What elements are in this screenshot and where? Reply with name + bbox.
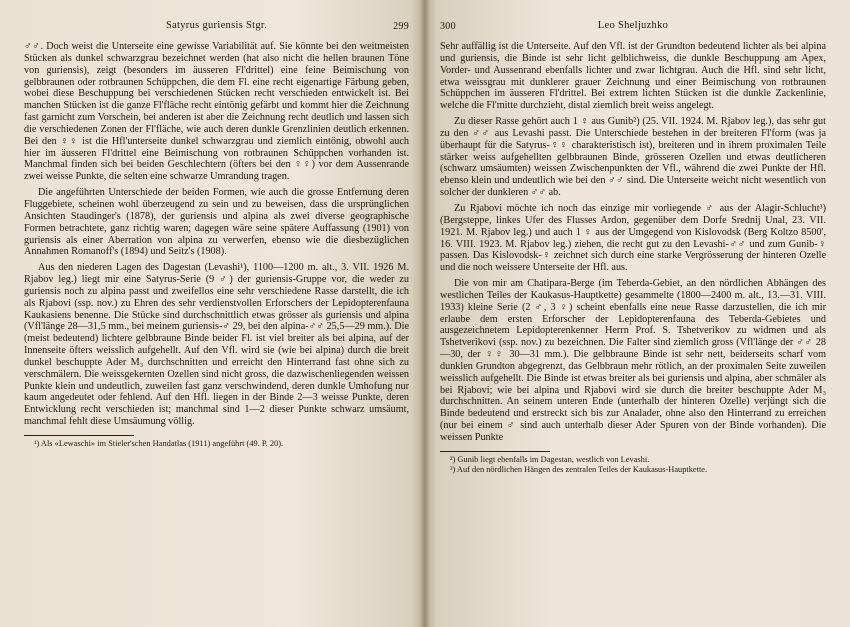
right-page-number: 300 [440, 21, 456, 32]
right-footnote-rule [440, 451, 550, 452]
right-footnote-2: ²) Gunib liegt ebenfalls im Dagestan, westlich von Levashi. [450, 454, 650, 464]
left-page [0, 0, 424, 627]
left-page-number: 299 [393, 21, 409, 32]
right-paragraph-2: Zu dieser Rasse gehört auch 1 ♀ aus Gunib²) (25. VII. 1924. M. Rjabov leg.), das sehr gut zu den ♂♂ aus Levashi passt. Die Unterschiede bestehen in der breiteren Fl'form (was ja überhaupt für die Satyrus-♀♀ charakteristisch ist), breiteren und in ihrem proximalen Teile stärker weiss aufgehellten gelbbraunen Binde, grösseren Ozellen und etwas deutlicheren (schwarz umsäumten) weissen Zwischenpunkten der Vfl., während die zwei Punkte der Hfl. ebenso klein und undeutlich wie bei den ♂♂ sind. Die Unterseite weicht nicht wesentlich von solcher der dunkleren ♂♂ ab. [440, 116, 826, 199]
right-paragraph-1: Sehr auffällig ist die Unterseite. Auf den Vfl. ist der Grundton bedeutend lichter als bei alpina und guriensis, die Binde ist sehr licht gelblichweiss, die dunkle Beschuppung am Apex, Vorder- und Aussenrand ebenfalls lichter und zwar lichtgrau. Auch die Hfl. sind sehr licht, etwa weissgrau mit dunklerer grauer Zeichnung und einer Beimischung von rotbraunen Schüppchen im äusseren Fl'drittel. Bei extrem lichten Stücken ist die dunkle Zackenlinie, welche die Fl'mitte durchzieht, distal ziemlich breit weiss angelegt. [440, 41, 826, 112]
right-running-title: Leo Sheljuzhko [597, 20, 669, 31]
left-paragraph-3: Aus den niederen Lagen des Dagestan (Levashi¹), 1100—1200 m. alt., 3. VII. 1926 M. Rjabov leg.) liegt mir eine Satyrus-Serie (9 ♂) der guriensis-Gruppe vor, die weder zu guriensis noch zu alpina passt und zweifellos eine sehr verschiedene Rasse darstellt, die ich als Rjabovi (ssp. nov.) zu Ehren des sehr verdienstvollen Erforschers der Lepidopterenfauna Kaukasiens benenne. Die Stücke sind durchschnittlich etwas grösser als guriensis und alpina (Vfl'länge 28—31,5 mm., bei meinem guriensis-♂ 29, bei den alpina-♂♂ 25,5—29 mm.). Die (meist bedeutend) lichtere gelbbraune Binde beider Fl. ist viel breiter als bei alpina, auf der Innenseite öfters weisslich aufgehellt. Auf den Vfl. wird sie (wie bei alpina) durch die breit dunkel beschuppte Ader M₃ durchschnitten und erreicht den Hinterrand fast ohne sich zu verschmälern. Die weissgekernten Ozellen sind nicht gross, die dazwischenliegenden weissen Punkte klein und undeutlich, zuweilen fast ganz verschwindend, deren dunkle Umhofung nur kaum angedeutet oder fehlend. Auf den Hfl. liegen in der Binde 2—3 weisse Punkte, deren Entwicklung recht verschieden ist; manchmal sind 1—2 dieser Punkte schwarz umsäumt, manchmal fehlt diese Umsäumung völlig. [24, 262, 409, 428]
left-paragraph-1: ♂♂. Doch weist die Unterseite eine gewisse Variabilität auf. Sie könnte bei den weitmeisten Stücken als dunkel schwarzgrau bezeichnet werden (hat also nicht die hellen braunen Töne von guriensis), zeigt (besonders im äusseren Fl'drittel) eine feine Beimischung von gelbbraunen oder rotbraunen Schüppchen, die dem Fl. eine recht eigenartige Färbung geben, wobei diese Beschuppung bei verschiedenen Stücken recht verschieden entwickelt ist. Bei manchen Stücken ist die ganze Fl'fläche recht eintönig gefärbt und kommt hier die Zeichnung fast garnicht zum Vorschein, bei anderen ist aber die Zeichnung recht deutlich und lassen sich die verschiedenen Zonen der Fl'fläche, wie auch deren dunkle Grenzlinien deutlich erkennen. Bei den ♀♀ ist die Hfl'unterseite dunkel schwarzgrau und ziemlich eintönig, obwohl auch hier im äusseren Fl'drittel eine Beimischung von rotbraunen Schüppchen vorhanden ist. Manchmal finden sich bei beiden Geschlechtern (öfters bei den ♀♀) vor dem Aussenrande zwei weisse Punkte, die selten eine schwarze Umrandung tragen. [24, 41, 409, 183]
left-footnotes [24, 439, 409, 449]
right-paragraph-4: Die von mir am Chatipara-Berge (im Teberda-Gebiet, an den nördlichen Abhängen des westlichen Teiles der Kaukasus-Hauptkette) gesammelte (1800—2400 m. alt., 13.—31. VIII. 1933) kleine Serie (2 ♂, 3 ♀) scheint ebenfalls eine neue Rasse darzustellen, die ich mir erlaube dem ersten Erforscher der Lepidopterenfauna des Teberda-Gebietes und ausgezeichnetem Lepidopterenkenner Herrn Prof. S. Tshetverikov zu widmen und als Tshetverikovi (ssp. nov.) zu bezeichnen. Die Falter sind ziemlich gross (Vfl'länge der ♂♂ 28—30, der ♀♀ 30—31 mm.). Die gelbbraune Binde ist sehr nett, beiderseits scharf vom dunklen Grundton abgegrenzt, das Gelbbraun mehr rötlich, an der proximalen Seite zuweilen weisslich aufgehellt. Die Binde ist etwas breiter als bei guriensis und alpina, aber schmäler als bei Rjabovi; wie bei alpina und Rjabovi wird sie durch die breiter beschuppte Ader M₃ durchschnitten. An seinem unteren Ende (unterhalb der hinteren Ozelle) verjüngt sich die Binde bedeutend und erstreckt sich bis zur Analader, ohne also den Hinterrand zu erreichen (nur bei einem ♂ sind auch unterhalb dieser Ader Spuren von der Binde vorhanden). Die weissen Punkte [440, 278, 826, 443]
book-gutter [420, 0, 430, 627]
left-footnote-rule [24, 435, 134, 436]
left-footnote-1: ¹) Als «Lewaschi» im Stieler'schen Handatlas (1911) angeführt (49. P. 20). [34, 439, 284, 448]
right-footnote-3: ³) Auf den nördlichen Hängen des zentralen Teiles der Kaukasus-Hauptkette. [450, 464, 708, 474]
right-page [424, 0, 850, 627]
left-paragraph-2: Die angeführten Unterschiede der beiden Formen, wie auch die grosse Entfernung deren Fluggebiete, scheinen wohl überzeugend zu sein und zu beweisen, dass die ursprünglichen Ansichten Staudinger's (1878), der guriensis und alpina als zwei diverse geographische Formen betrachtete, ganz richtig waren; dagegen wäre seine spätere Auffassung (1901) von guriensis als einer Aberration von alpina zu verwerfen, ebenso wie die diesbezüglichen Annahmen Romanoff's (1894) und Seitz's (1908). [24, 187, 409, 258]
right-footnotes [440, 455, 826, 475]
right-running-head [440, 20, 826, 38]
left-page-body [24, 41, 409, 428]
left-running-title: Satyrus guriensis Stgr. [165, 20, 268, 31]
right-page-body [440, 41, 826, 444]
right-paragraph-3: Zu Rjabovi möchte ich noch das einzige mir vorliegende ♂ aus der Alagir-Schlucht³) (Bergsteppe, linkes Ufer des Flusses Ardon, gegenüber dem Dorfe Srednij Unal, 23. VII. 1921. M. Rjabov leg.) und auch 1 ♀ aus der Umgegend von Kislovodsk (Berg Koltzo 8500', 16. VIII. 1923. M. Rjabov leg.) ziehen, die recht gut zu den Levashi-♂♂ und zum Gunib-♀ passen. Das Kislovodsk-♀ zeichnet sich durch eine starke Vergrösserung der hinteren Ozelle und die noch weissere Unterseite der Hfl. aus. [440, 202, 826, 274]
left-running-head [24, 20, 409, 38]
